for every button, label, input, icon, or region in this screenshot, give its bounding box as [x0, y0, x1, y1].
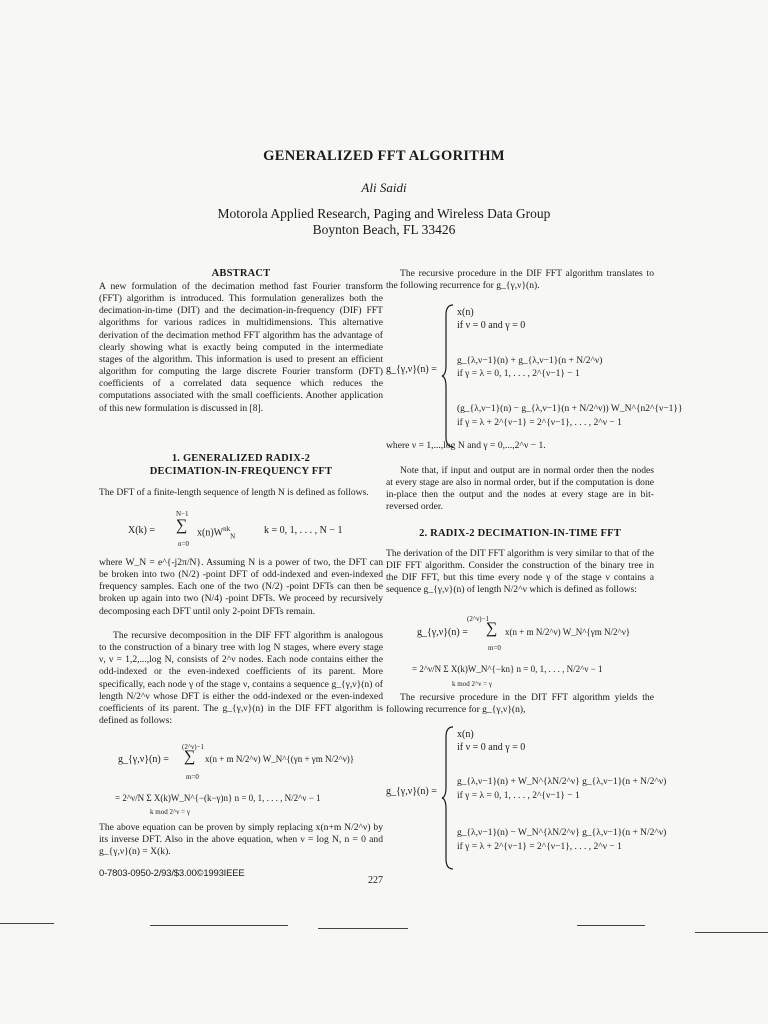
dit-case-3-condition: if γ = λ + 2^{ν−1} = 2^{ν−1}, . . . , 2^ν − 1	[457, 842, 622, 852]
dit-g-lhs: g_{γ,ν}(n) =	[417, 627, 468, 638]
footer-copyright-id: 0-7803-0950-2/93/$3.00©1993IEEE	[99, 868, 245, 879]
dit-kmod: k mod 2^ν = γ	[452, 680, 492, 688]
author-name: Ali Saidi	[361, 180, 407, 195]
dif-case-1-value: x(n)	[457, 307, 474, 318]
section-1-para-3: The above equation can be proven by simply replacing x(n+m N/2^ν) by its inverse DFT. Also in the above equation, when ν = log N, n = 0 and g_{γ,ν}(n) = X(k).	[99, 822, 383, 858]
dit-case-1-condition: if ν = 0 and γ = 0	[457, 742, 526, 753]
dif-case-2-condition: if γ = λ = 0, 1, . . . , 2^{ν−1} − 1	[457, 369, 580, 379]
right-where: where ν = 1,...,log N and γ = 0,...,2^ν − 1.	[386, 440, 546, 451]
abstract-heading: ABSTRACT	[211, 268, 271, 279]
dft-range: k = 0, 1, . . . , N − 1	[264, 525, 343, 536]
section-1-heading-line-2: DECIMATION-IN-FREQUENCY FFT	[149, 466, 333, 477]
affiliation	[0, 206, 768, 238]
dif-case-2-value: g_{λ,ν−1}(n) + g_{λ,ν−1}(n + N/2^ν)	[457, 356, 603, 366]
dit-sum-lower: m=0	[488, 644, 501, 652]
section-1-para-1: where W_N = e^{-j2π/N}. Assuming N is a power of two, the DFT can be broken into two (N/2) -point DFT of odd-indexed and even-indexed frequency samples. Each one of the two (N/2) -point DFTs can then be broken up again into two (N/4) -point DFTs. We proceed by recursively decomposing each DFT until only 2-point DFTs remain.	[99, 557, 383, 617]
section-2-heading: 2. RADIX-2 DECIMATION-IN-TIME FFT	[419, 528, 621, 539]
section-1-intro: The DFT of a finite-length sequence of length N is defined as follows.	[99, 487, 369, 498]
scan-line	[577, 925, 645, 926]
right-note: Note that, if input and output are in normal order then the nodes at every stage are also in normal order, but if the computation is done in-place then the output and the nodes at every stage are in bit-reversed order.	[386, 465, 654, 513]
dit-sum-upper: (2^ν)−1	[467, 615, 490, 623]
dif-second-line: = 2^ν/N Σ X(k)W_N^{−(k−γ)n} n = 0, 1, . . . , N/2^ν − 1	[115, 793, 321, 803]
sum-symbol: ∑	[176, 517, 188, 534]
dif-kmod: k mod 2^ν = γ	[150, 808, 190, 816]
dft-sum-upper: N−1	[176, 510, 189, 518]
dif-g-lhs: g_{γ,ν}(n) =	[118, 754, 169, 765]
dit-case-2-value: g_{λ,ν−1}(n) + W_N^{λN/2^ν} g_{λ,ν−1}(n + N/2^ν)	[457, 777, 667, 787]
affiliation-line-2: Boynton Beach, FL 33426	[312, 222, 456, 237]
dit-rec-lhs: g_{γ,ν}(n) =	[386, 786, 437, 797]
left-brace	[441, 725, 455, 871]
dft-sum-lower: n=0	[178, 540, 189, 548]
page-number: 227	[368, 875, 383, 886]
sum-symbol: ∑	[486, 620, 498, 637]
dit-case-3-value: g_{λ,ν−1}(n) − W_N^{λN/2^ν} g_{λ,ν−1}(n + N/2^ν)	[457, 828, 667, 838]
section-2-para-2: The recursive procedure in the DIT FFT algorithm yields the following recurrence for g_{γ,ν}(n),	[386, 692, 654, 716]
section-1-para-2: The recursive decomposition in the DIF FFT algorithm is analogous to the construction of a binary tree with log N stages, where every stage ν, ν = 1,2,...,log N, consists of 2^ν nodes. Each node contains either the odd-indexed or the even-indexed coefficients of its parent. More specifically, each node γ of the stage ν, contains a sequence g_{γ,ν}(n) of length N/2^ν whose DFT is either the odd-indexed or the even-indexed coefficients of its parent. The g_{γ,ν}(n) in the DIF FFT algorithm is defined as follows:	[99, 630, 383, 727]
paper-title: GENERALIZED FFT ALGORITHM	[263, 148, 505, 164]
scan-line	[0, 923, 54, 924]
scan-line	[150, 925, 288, 926]
right-intro: The recursive procedure in the DIF FFT algorithm translates to the following recurrence for g_{γ,ν}(n).	[386, 268, 654, 292]
dif-g-rhs: x(n + m N/2^ν) W_N^{(γn + γm N/2^ν)}	[205, 754, 355, 764]
dit-second-line: = 2^ν/N Σ X(k)W_N^{−kn} n = 0, 1, . . . , N/2^ν − 1	[412, 664, 603, 674]
dif-case-3-condition: if γ = λ + 2^{ν−1} = 2^{ν−1}, . . . , 2^ν − 1	[457, 418, 622, 428]
section-1-heading	[99, 452, 383, 478]
dit-case-2-condition: if γ = λ = 0, 1, . . . , 2^{ν−1} − 1	[457, 791, 580, 801]
left-brace	[441, 303, 455, 449]
scan-line	[695, 932, 768, 933]
section-1-heading-line-1: 1. GENERALIZED RADIX-2	[171, 453, 311, 464]
dif-rec-lhs: g_{γ,ν}(n) =	[386, 364, 437, 375]
dif-sum-upper: (2^ν)−1	[182, 743, 205, 751]
dft-rhs-text: x(n)W	[197, 527, 224, 539]
dit-case-1-value: x(n)	[457, 729, 474, 740]
scan-line	[318, 928, 408, 929]
dit-g-rhs: x(n + m N/2^ν) W_N^{γm N/2^ν}	[505, 627, 631, 637]
section-2-para-1: The derivation of the DIT FFT algorithm is very similar to that of the DIF FFT algorithm. Consider the construction of the binary tree in the DIF FFT, but this time every node γ of the stage ν contains a sequence g_{γ,ν}(n) of length N/2^ν which is defined as follows:	[386, 548, 654, 596]
dif-case-1-condition: if ν = 0 and γ = 0	[457, 320, 526, 331]
affiliation-line-1: Motorola Applied Research, Paging and Wireless Data Group	[217, 206, 551, 221]
dft-equation-rhs: $x(n)W^{nk}_N$	[197, 525, 236, 541]
dif-case-3-value: (g_{λ,ν−1}(n) − g_{λ,ν−1}(n + N/2^ν)) W_N^{n2^{ν−1}}	[457, 404, 683, 414]
dif-sum-lower: m=0	[186, 773, 199, 781]
sum-symbol: ∑	[184, 748, 196, 765]
dft-equation-lhs: X(k) =	[128, 525, 156, 536]
abstract-text: A new formulation of the decimation method fast Fourier transform (FFT) algorithm is introduced. This formulation generalizes both the decimation-in-time (DIT) and the decimation-in-frequency (DIF) FFT algorithms for various radices in multidimensions. This alternative derivation of the decimation method FFT algorithm has the advantage of clearly showing what is exactly being computed in the intermediate stages of the algorithm. This information is used to present an efficient algorithm for computing the large discrete Fourier transform (DFT) coefficients of a correlated data sequence which reduces the computations associated with the small coefficients. Another application of this new formulation is discussed in [8].	[99, 281, 383, 414]
